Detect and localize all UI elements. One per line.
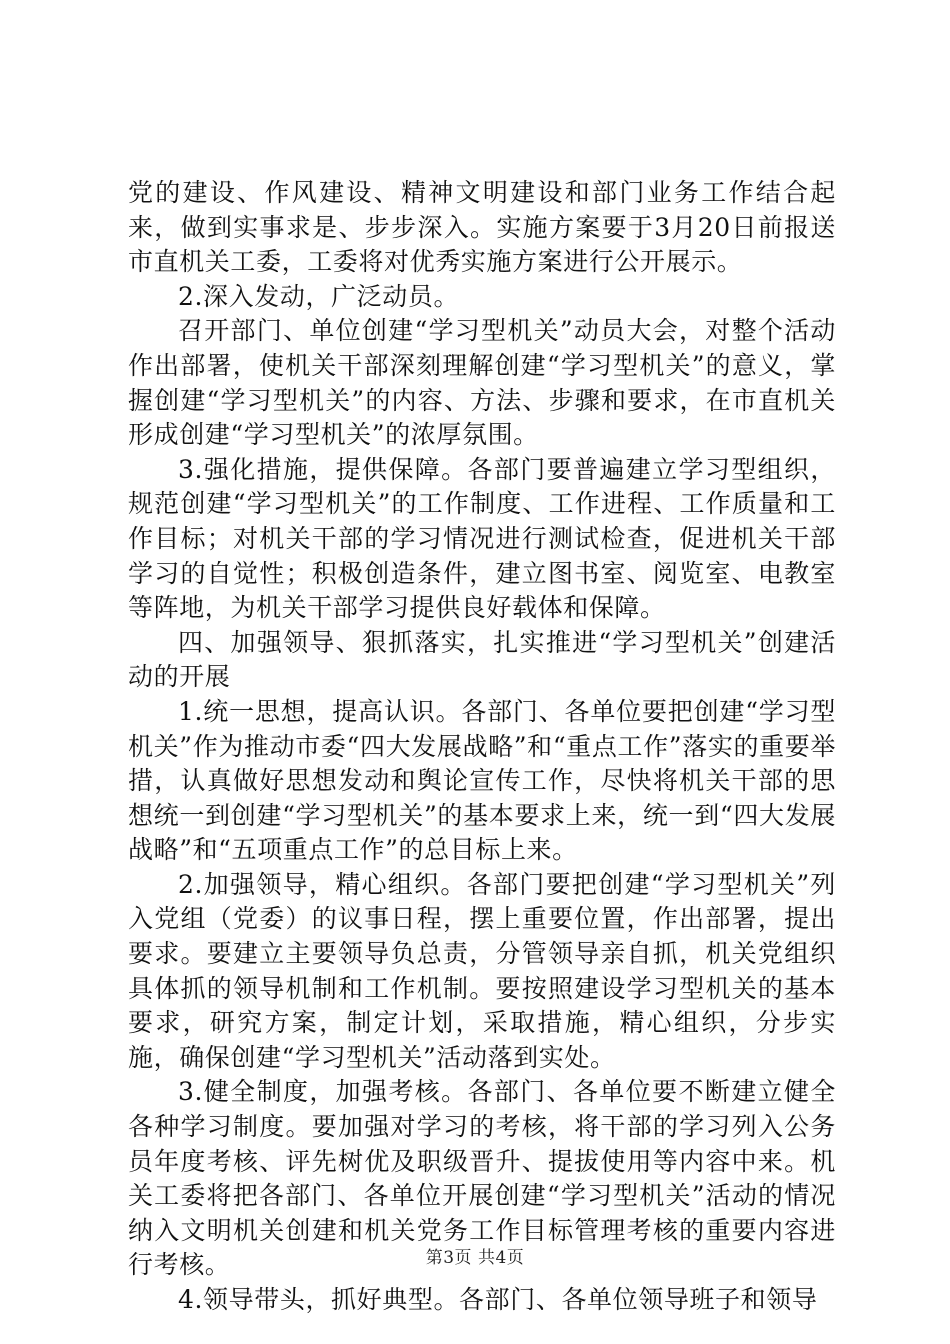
section-heading-4: 四、加强领导、狠抓落实，扎实推进“学习型机关”创建活动的开展 <box>128 627 836 692</box>
paragraph-3: 召开部门、单位创建“学习型机关”动员大会，对整个活动作出部署，使机关干部深刻理解创建“学习型机关”的意义，掌握创建“学习型机关”的内容、方法、步骤和要求，在市直机关形成创建“学习型机关”的浓厚氛围。 <box>128 316 836 450</box>
page-footer: 第3页 共4页 <box>425 1248 525 1268</box>
paragraph-9: 4.领导带头，抓好典型。各部门、各单位领导班子和领导 <box>178 1285 818 1314</box>
paragraph-4: 3.强化措施，提供保障。各部门要普遍建立学习型组织，规范创建“学习型机关”的工作制度、工作进程、工作质量和工作目标；对机关干部的学习情况进行测试检查，促进机关干部学习的自觉性；积极创造条件，建立图书室、阅览室、电教室等阵地，为机关干部学习提供良好载体和保障。 <box>128 454 836 623</box>
paragraph-7: 2.加强领导，精心组织。各部门要把创建“学习型机关”列入党组（党委）的议事日程，摆上重要位置，作出部署，提出要求。要建立主要领导负总责，分管领导亲自抓，机关党组织具体抓的领导机制和工作机制。要按照建设学习型机关的基本要求，研究方案，制定计划，采取措施，精心组织，分步实施，确保创建“学习型机关”活动落到实处。 <box>128 869 836 1072</box>
paragraph-1: 党的建设、作风建设、精神文明建设和部门业务工作结合起来，做到实事求是、步步深入。实施方案要于3月20日前报送市直机关工委，工委将对优秀实施方案进行公开展示。 <box>128 178 836 277</box>
document-body <box>128 176 836 1318</box>
paragraph-2: 2.深入发动，广泛动员。 <box>178 281 460 311</box>
paragraph-6: 1.统一思想，提高认识。各部门、各单位要把创建“学习型机关”作为推动市委“四大发展战略”和“重点工作”落实的重要举措，认真做好思想发动和舆论宣传工作，尽快将机关干部的思想统一到创建“学习型机关”的基本要求上来，统一到“四大发展战略”和“五项重点工作”的总目标上来。 <box>128 696 836 865</box>
paragraph-8: 3.健全制度，加强考核。各部门、各单位要不断建立健全各种学习制度。要加强对学习的考核，将干部的学习列入公务员年度考核、评先树优及职级晋升、提拔使用等内容中来。机关工委将把各部门、各单位开展创建“学习型机关”活动的情况纳入文明机关创建和机关党务工作目标管理考核的重要内容进行考核。 <box>128 1077 836 1280</box>
